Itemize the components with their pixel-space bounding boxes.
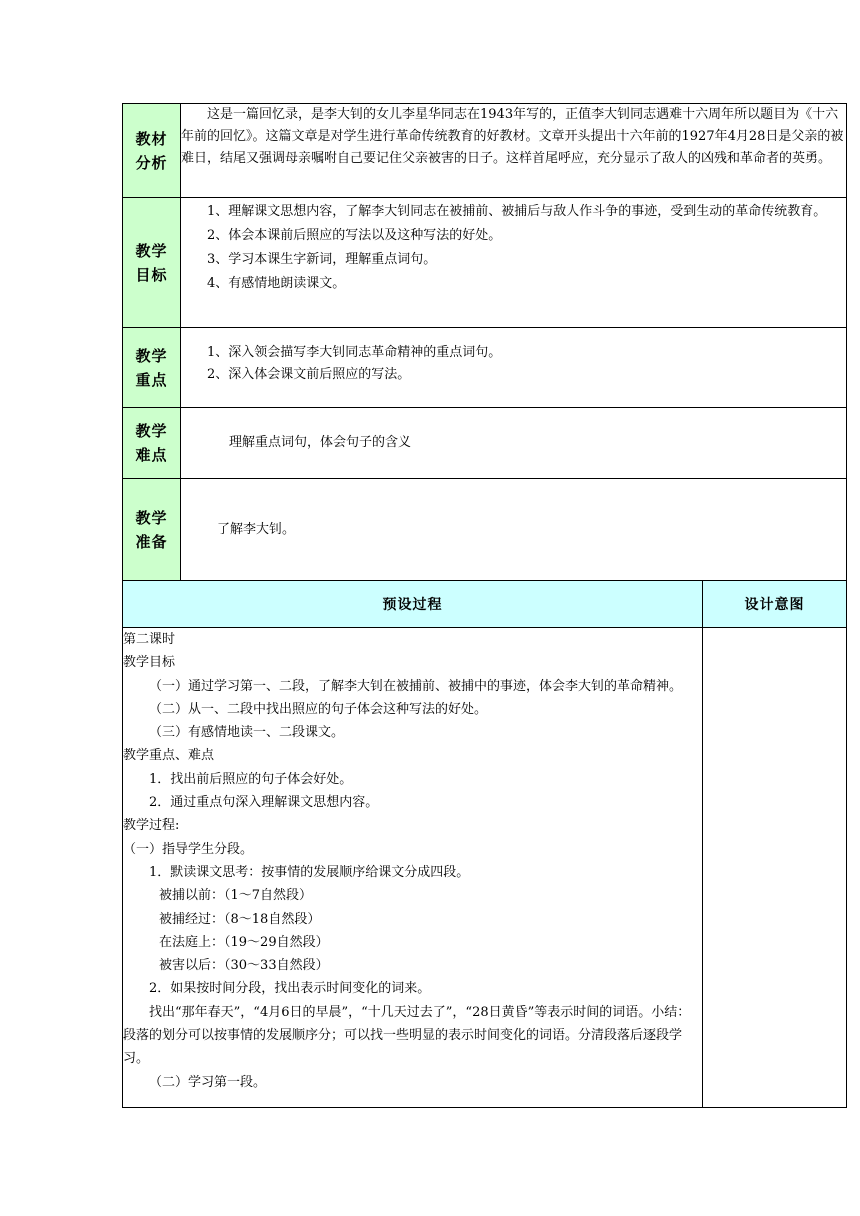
objective-item: （三）有感情地读一、二段课文。 <box>149 725 345 741</box>
label-material-analysis: 教材 分析 <box>123 104 181 198</box>
process-row <box>123 628 847 1108</box>
lesson-plan <box>122 103 846 1108</box>
label-teaching-preparation: 教学 准备 <box>123 479 181 581</box>
row-teaching-focus <box>123 328 847 408</box>
step-paragraph: 找出“那年春天”，“4月6日的早晨”，“十几天过去了”，“28日黄昏”等表示时间的词语。小结：段落的划分可以按事情的发展顺序分；可以找一些明显的表示时间变化的词语。分清段落后逐段学习。 <box>123 1004 691 1067</box>
segment-item: 被害以后：（30～33自然段） <box>159 958 329 974</box>
segment-item: 被捕以前：（1～7自然段） <box>159 888 313 904</box>
process-content <box>123 628 703 1108</box>
lesson-period: 第二课时 <box>123 632 176 647</box>
focus-item: 2、深入体会课文前后照应的写法。 <box>207 366 411 382</box>
focus-item: 1、深入领会描写李大钊同志革命精神的重点词句。 <box>207 344 502 360</box>
content-material-analysis <box>181 104 847 198</box>
step-item: 2．如果按时间分段，找出表示时间变化的词来。 <box>149 981 431 997</box>
section-heading: 教学目标 <box>123 655 176 671</box>
preparation-text: 了解李大钊。 <box>217 521 296 537</box>
lesson-plan-table <box>122 103 847 1108</box>
step-heading: （一）指导学生分段。 <box>123 841 254 857</box>
content-teaching-preparation <box>181 479 847 581</box>
section-heading: 教学过程: <box>123 818 180 834</box>
content-teaching-difficulty <box>181 408 847 479</box>
row-teaching-difficulty <box>123 408 847 479</box>
goal-item: 4、有感情地朗读课文。 <box>207 276 346 291</box>
intent-content <box>703 628 847 1108</box>
content-teaching-focus <box>181 328 847 408</box>
process-header-row <box>123 581 847 628</box>
row-material-analysis <box>123 104 847 198</box>
header-intent: 设计意图 <box>703 581 847 628</box>
focus-point: 2．通过重点句深入理解课文思想内容。 <box>149 795 379 811</box>
step-heading: （二）学习第一段。 <box>149 1074 267 1090</box>
step-item: 1．默读课文思考：按事情的发展顺序给课文分成四段。 <box>149 864 470 880</box>
label-teaching-goals: 教学 目标 <box>123 198 181 328</box>
focus-point: 1．找出前后照应的句子体会好处。 <box>149 771 353 787</box>
segment-item: 在法庭上：（19～29自然段） <box>159 934 329 950</box>
goal-item: 3、学习本课生字新词，理解重点词句。 <box>207 252 437 267</box>
analysis-paragraph: 这是一篇回忆录，是李大钊的女儿李星华同志在1943年写的，正值李大钊同志遇难十六周年所以题目为《十六年前的回忆》。这篇文章是对学生进行革命传统教育的好教材。文章开头提出十六年前的1927年4月28日是父亲的被难日，结尾又强调母亲嘱咐自己要记住父亲被害的日子。这样首尾呼应，充分显示了敌人的凶残和革命者的英勇。 <box>181 107 844 166</box>
goal-item: 2、体会本课前后照应的写法以及这种写法的好处。 <box>207 228 502 243</box>
header-process: 预设过程 <box>123 581 703 628</box>
objective-item: （二）从一、二段中找出照应的句子体会这种写法的好处。 <box>149 701 488 717</box>
objective-item: （一）通过学习第一、二段，了解李大钊在被捕前、被捕中的事迹，体会李大钊的革命精神。 <box>149 678 683 694</box>
row-teaching-preparation <box>123 479 847 581</box>
label-teaching-focus: 教学 重点 <box>123 328 181 408</box>
section-heading: 教学重点、难点 <box>123 748 215 764</box>
label-teaching-difficulty: 教学 难点 <box>123 408 181 479</box>
segment-item: 被捕经过：（8～18自然段） <box>159 911 321 927</box>
difficulty-text: 理解重点词句，体会句子的含义 <box>229 435 412 450</box>
goal-item: 1、理解课文思想内容，了解李大钊同志在被捕前、被捕后与敌人作斗争的事迹，受到生动的革命传统教育。 <box>207 204 827 219</box>
row-teaching-goals <box>123 198 847 328</box>
content-teaching-goals <box>181 198 847 328</box>
